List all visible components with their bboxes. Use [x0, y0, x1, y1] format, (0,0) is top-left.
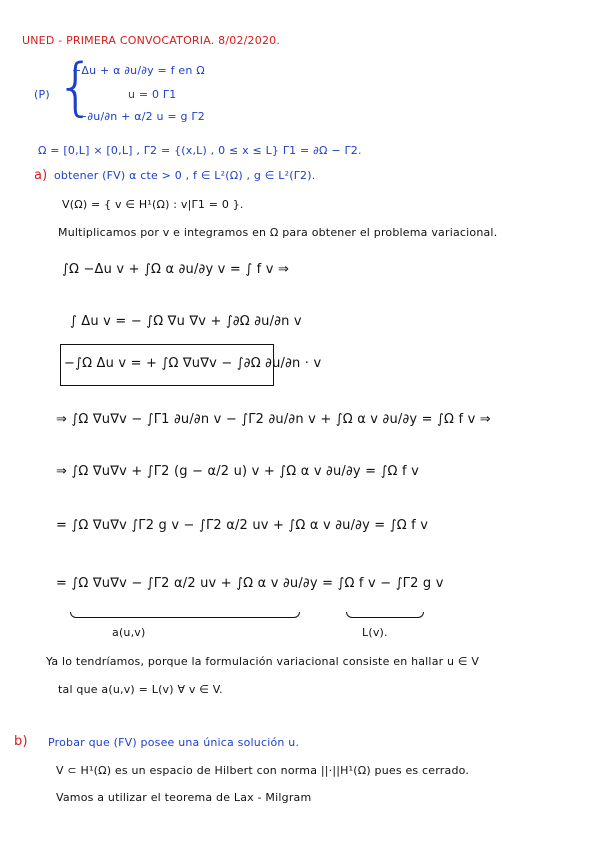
equation-pde: −Δu + α ∂u/∂y = f en Ω — [72, 64, 205, 77]
domain-definition: Ω = [0,L] × [0,L] , Γ2 = {(x,L) , 0 ≤ x ≤ L} Γ1 = ∂Ω − Γ2. — [38, 144, 362, 157]
step-5: = ∫Ω ∇u∇v ∫Γ2 g v − ∫Γ2 α/2 uv + ∫Ω α v ∂u/∂y = ∫Ω f v — [56, 518, 429, 533]
underbrace-bilinear — [70, 612, 300, 618]
underbrace-linear — [346, 612, 424, 618]
step-4: ⇒ ∫Ω ∇u∇v + ∫Γ2 (g − α/2 u) v + ∫Ω α v ∂u/∂y = ∫Ω f v — [56, 464, 420, 479]
linear-form-label: L(v). — [362, 626, 388, 639]
part-a-statement: obtener (FV) α cte > 0 , f ∈ L²(Ω) , g ∈ L²(Γ2). — [54, 169, 316, 182]
part-a-label: a) — [34, 168, 48, 183]
document-title: UNED - PRIMERA CONVOCATORIA. 8/02/2020. — [22, 34, 281, 47]
step-3: ⇒ ∫Ω ∇u∇v − ∫Γ1 ∂u/∂n v − ∫Γ2 ∂u/∂n v + ∫Ω α v ∂u/∂y = ∫Ω f v ⇒ — [56, 412, 491, 427]
conclusion-line-1: Ya lo tendríamos, porque la formulación variacional consiste en hallar u ∈ V — [46, 655, 480, 668]
boxed-formula: −∫Ω Δu v = + ∫Ω ∇u∇v − ∫∂Ω ∂u/∂n · v — [64, 356, 322, 371]
problem-label: (P) — [34, 88, 50, 101]
system-brace: { — [56, 50, 96, 123]
bilinear-form-label: a(u,v) — [112, 626, 146, 639]
step-2: ∫ Δu v = − ∫Ω ∇u ∇v + ∫∂Ω ∂u/∂n v — [70, 314, 302, 329]
equation-robin: −∂u/∂n + α/2 u = g Γ2 — [78, 110, 205, 123]
part-b-label: b) — [14, 734, 28, 749]
part-b-statement: Probar que (FV) posee una única solución u. — [48, 736, 300, 749]
step-1: ∫Ω −Δu v + ∫Ω α ∂u/∂y v = ∫ f v ⇒ — [62, 262, 290, 277]
conclusion-line-2: tal que a(u,v) = L(v) ∀ v ∈ V. — [58, 683, 223, 696]
intro-text: Multiplicamos por v e integramos en Ω para obtener el problema variacional. — [58, 226, 498, 239]
equation-dirichlet: u = 0 Γ1 — [128, 88, 177, 101]
step-6: = ∫Ω ∇u∇v − ∫Γ2 α/2 uv + ∫Ω α v ∂u/∂y = ∫Ω f v − ∫Γ2 g v — [56, 576, 444, 591]
hilbert-space-line: V ⊂ H¹(Ω) es un espacio de Hilbert con norma ||·||H¹(Ω) pues es cerrado. — [56, 764, 470, 777]
lax-milgram-line: Vamos a utilizar el teorema de Lax - Milgram — [56, 791, 312, 804]
space-definition: V(Ω) = { v ∈ H¹(Ω) : v|Γ1 = 0 }. — [62, 198, 244, 211]
